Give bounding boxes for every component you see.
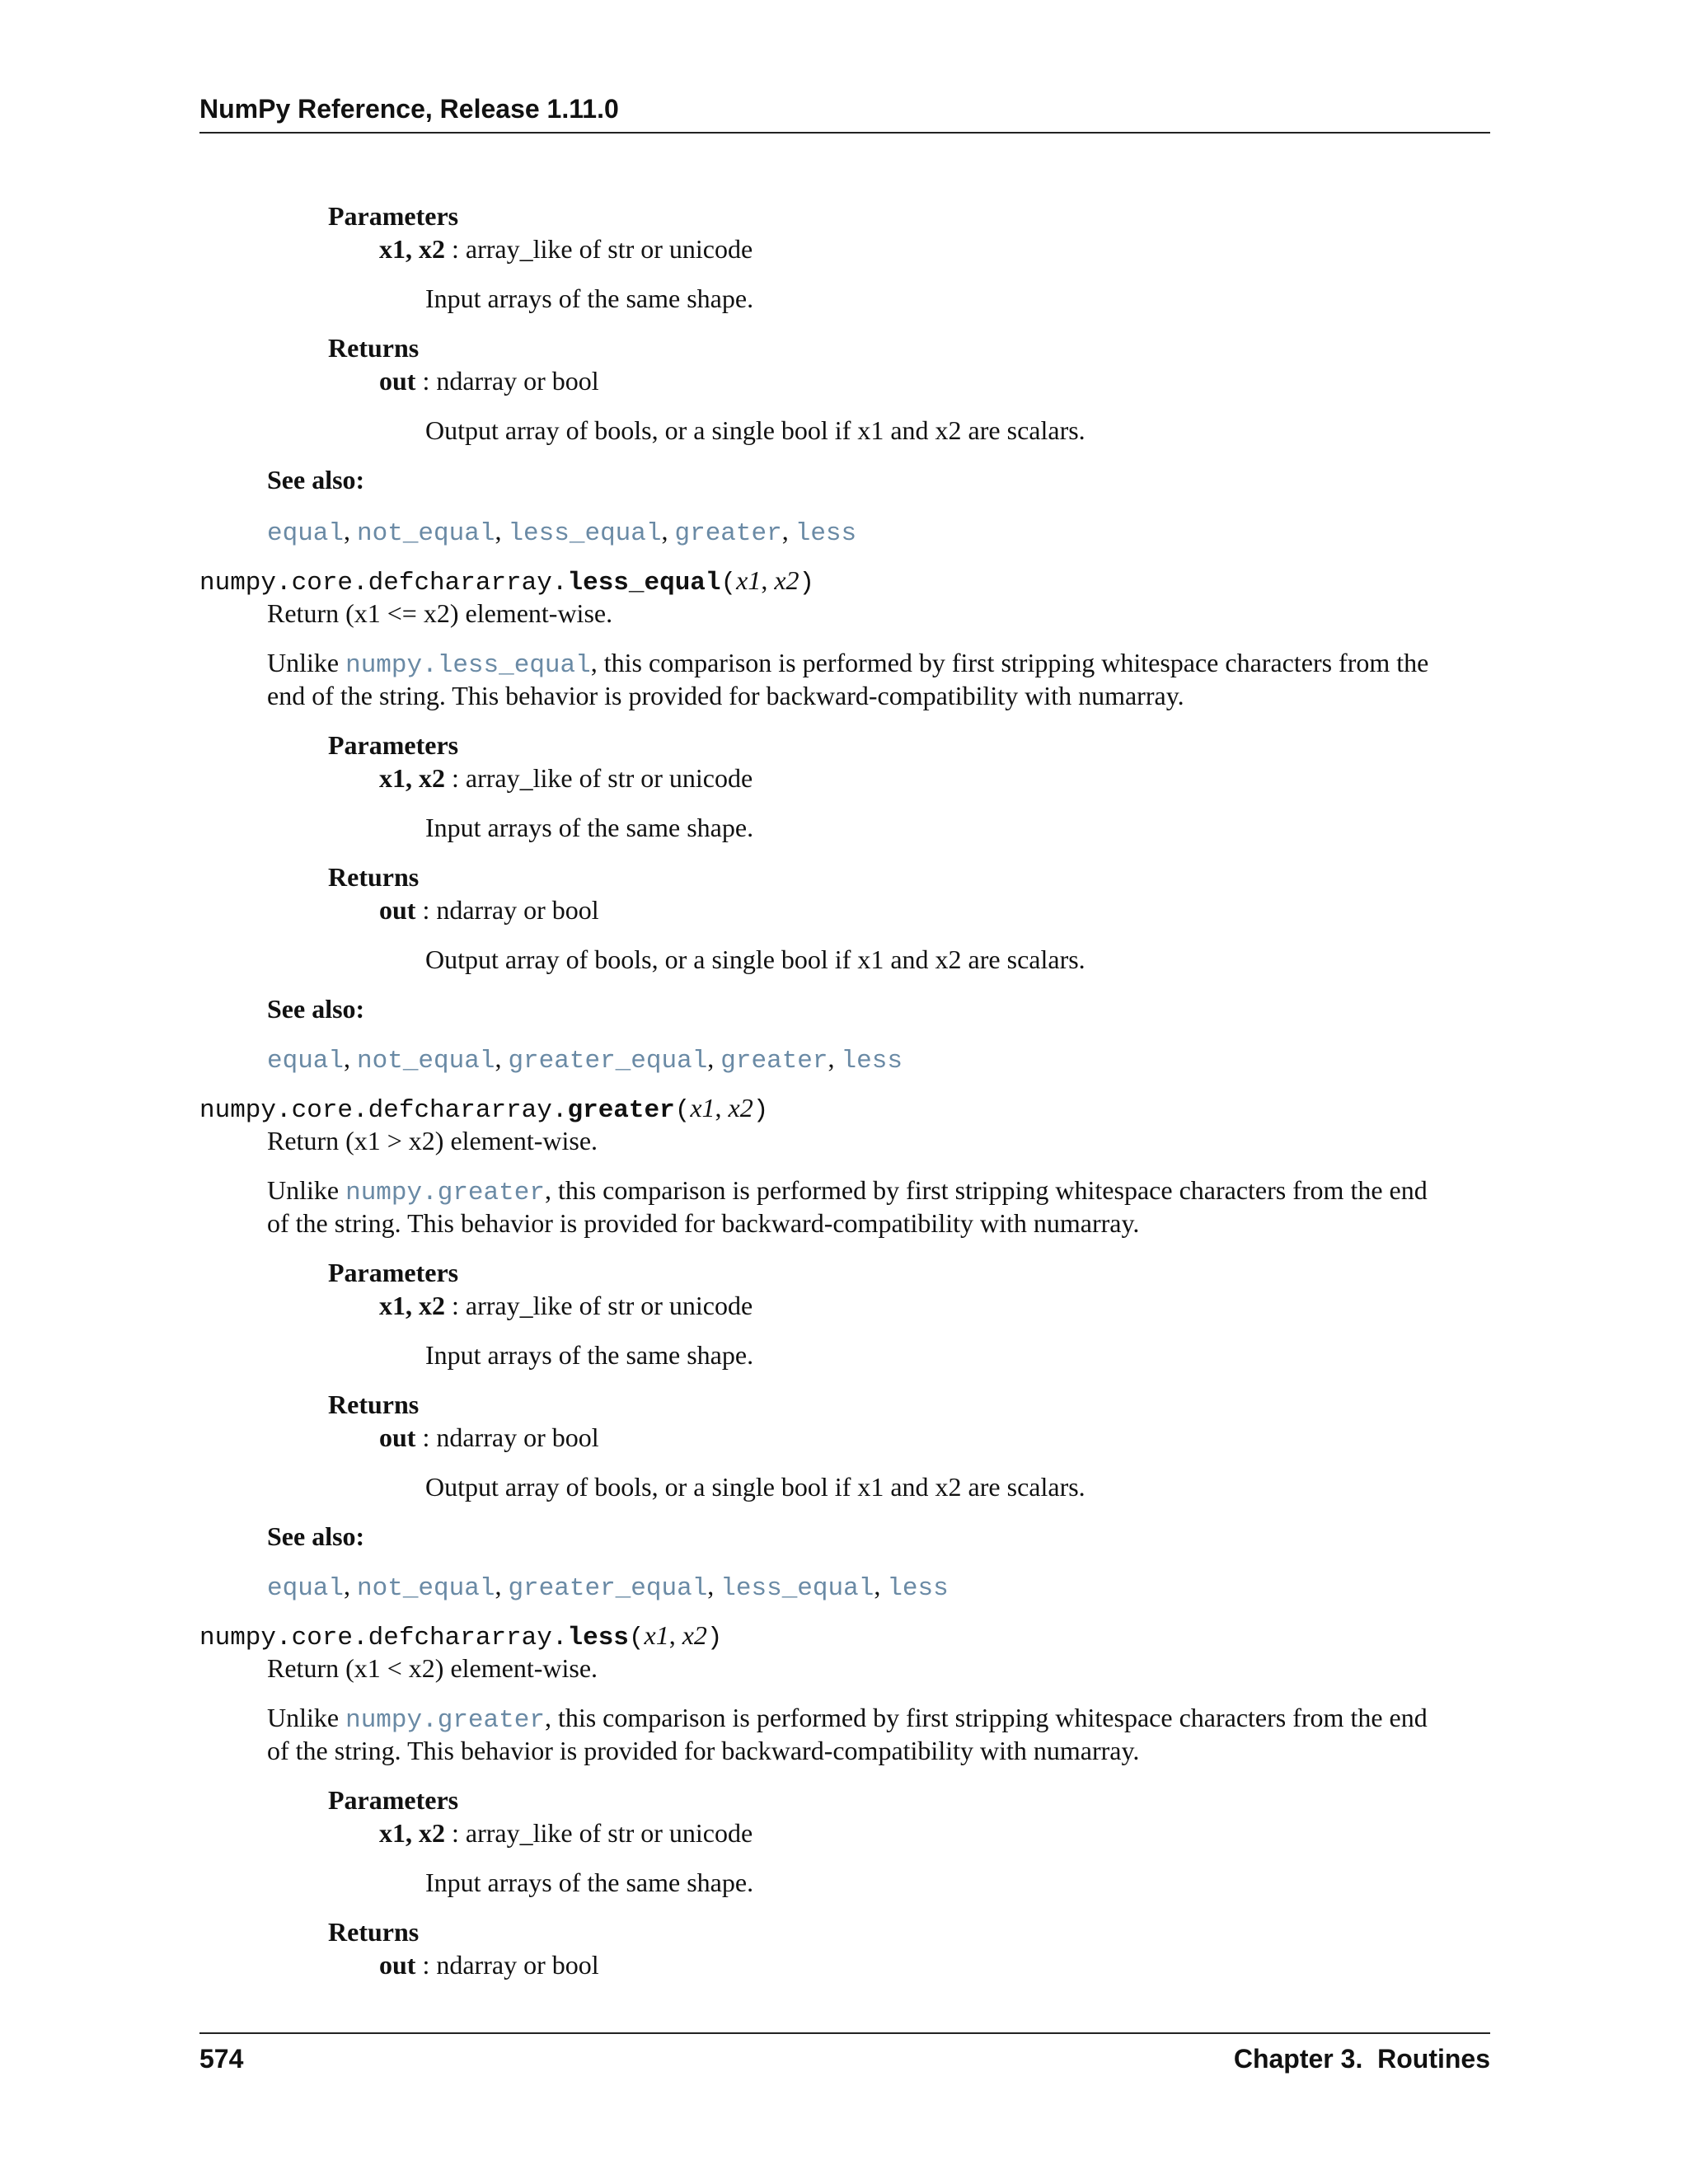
return-entry <box>379 364 599 397</box>
returns-heading: Returns <box>328 333 420 363</box>
return-entry <box>379 893 599 926</box>
description-line <box>267 1174 1428 1210</box>
function-summary: Return (x1 > x2) element-wise. <box>267 1126 598 1155</box>
parameters-heading: Parameters <box>328 1785 459 1815</box>
see-also-link[interactable]: less <box>887 1574 949 1603</box>
desc-text: , this comparison is performed by first stripping whitespace characters from the end <box>544 1175 1428 1205</box>
separator: , <box>874 1571 888 1601</box>
see-also-link[interactable]: greater <box>720 1047 828 1076</box>
paren: ( <box>674 1096 691 1125</box>
function-signature <box>199 1091 768 1127</box>
paren: ( <box>628 1624 645 1652</box>
paren: ) <box>706 1624 723 1652</box>
param-entry <box>379 762 753 794</box>
returns-heading: Returns <box>328 1917 420 1947</box>
desc-text: Unlike <box>267 1175 346 1205</box>
function-name: greater <box>567 1096 675 1125</box>
arg: x1 <box>644 1620 669 1650</box>
see-also-link[interactable]: less_equal <box>508 519 662 548</box>
param-description: Input arrays of the same shape. <box>425 1340 754 1370</box>
see-also-link[interactable]: less_equal <box>720 1574 874 1603</box>
function-summary: Return (x1 <= x2) element-wise. <box>267 598 613 628</box>
function-signature <box>199 1619 723 1655</box>
reference-link[interactable]: numpy.less_equal <box>345 651 591 680</box>
arg: x2 <box>682 1620 707 1650</box>
desc-text: , this comparison is performed by first stripping whitespace characters from the <box>590 648 1429 677</box>
separator: , <box>828 1043 842 1073</box>
param-name: x1, x2 <box>379 1291 445 1320</box>
param-type: : array_like of str or unicode <box>445 1291 753 1320</box>
param-entry <box>379 232 753 265</box>
function-signature <box>199 564 814 600</box>
see-also-heading: See also: <box>267 465 365 494</box>
reference-link[interactable]: numpy.greater <box>345 1706 545 1735</box>
paren: ) <box>753 1096 769 1125</box>
page-number: 574 <box>199 2044 244 2074</box>
page-header <box>199 92 1490 134</box>
separator: , <box>707 1571 721 1601</box>
separator: , <box>344 1571 358 1601</box>
returns-heading: Returns <box>328 862 420 892</box>
chapter-title: Chapter 3. Routines <box>1233 2044 1490 2074</box>
signature-prefix: numpy.core.defchararray. <box>199 569 568 598</box>
param-entry <box>379 1289 753 1322</box>
return-type: : ndarray or bool <box>415 895 599 925</box>
return-name: out <box>379 1422 416 1452</box>
param-name: x1, x2 <box>379 1818 445 1848</box>
function-summary: Return (x1 < x2) element-wise. <box>267 1653 598 1683</box>
separator: , <box>495 1571 509 1601</box>
separator: , <box>715 1093 729 1122</box>
see-also-link[interactable]: equal <box>267 1047 345 1076</box>
signature-prefix: numpy.core.defchararray. <box>199 1096 568 1125</box>
description-line: of the string. This behavior is provided for backward-compatibility with numarray. <box>267 1208 1140 1238</box>
see-also-link[interactable]: not_equal <box>357 1047 495 1076</box>
return-entry <box>379 1948 599 1981</box>
separator: , <box>761 565 775 595</box>
see-also-heading: See also: <box>267 994 365 1024</box>
separator: , <box>344 516 358 546</box>
param-description: Input arrays of the same shape. <box>425 284 754 313</box>
param-description: Input arrays of the same shape. <box>425 1868 754 1897</box>
separator: , <box>707 1043 721 1073</box>
signature-prefix: numpy.core.defchararray. <box>199 1624 568 1652</box>
function-name: less <box>567 1624 629 1652</box>
see-also-link[interactable]: greater_equal <box>508 1047 708 1076</box>
return-name: out <box>379 895 416 925</box>
description-line <box>267 1701 1428 1737</box>
description-line: of the string. This behavior is provided for backward-compatibility with numarray. <box>267 1736 1140 1765</box>
desc-text: Unlike <box>267 1703 346 1732</box>
separator: , <box>495 516 509 546</box>
param-description: Input arrays of the same shape. <box>425 813 754 842</box>
reference-link[interactable]: numpy.greater <box>345 1179 545 1207</box>
see-also-link[interactable]: not_equal <box>357 1574 495 1603</box>
return-description: Output array of bools, or a single bool if x1 and x2 are scalars. <box>425 944 1085 974</box>
arg: x1 <box>690 1093 715 1122</box>
function-name: less_equal <box>567 569 721 598</box>
description-line <box>267 646 1428 682</box>
see-also-link[interactable]: not_equal <box>357 519 495 548</box>
return-entry <box>379 1421 599 1454</box>
param-type: : array_like of str or unicode <box>445 1818 753 1848</box>
paren: ) <box>799 569 815 598</box>
desc-text: , this comparison is performed by first stripping whitespace characters from the end <box>544 1703 1428 1732</box>
separator: , <box>668 1620 682 1650</box>
return-type: : ndarray or bool <box>415 366 599 396</box>
separator: , <box>344 1043 358 1073</box>
see-also-link[interactable]: greater <box>674 519 782 548</box>
separator: , <box>495 1043 509 1073</box>
returns-heading: Returns <box>328 1390 420 1419</box>
return-type: : ndarray or bool <box>415 1422 599 1452</box>
header-title: NumPy Reference, Release 1.11.0 <box>199 94 619 124</box>
see-also-link[interactable]: equal <box>267 519 345 548</box>
description-line: end of the string. This behavior is provided for backward-compatibility with numarray. <box>267 681 1184 710</box>
param-name: x1, x2 <box>379 763 445 793</box>
return-type: : ndarray or bool <box>415 1950 599 1980</box>
see-also-link[interactable]: less <box>841 1047 903 1076</box>
arg: x2 <box>774 565 799 595</box>
param-name: x1, x2 <box>379 234 445 264</box>
separator: , <box>661 516 675 546</box>
desc-text: Unlike <box>267 648 346 677</box>
parameters-heading: Parameters <box>328 201 459 231</box>
param-type: : array_like of str or unicode <box>445 763 753 793</box>
return-name: out <box>379 366 416 396</box>
see-also-link[interactable]: equal <box>267 1574 345 1603</box>
return-name: out <box>379 1950 416 1980</box>
see-also-list <box>267 514 856 551</box>
parameters-heading: Parameters <box>328 730 459 760</box>
param-type: : array_like of str or unicode <box>445 234 753 264</box>
param-entry <box>379 1816 753 1849</box>
separator: , <box>781 516 795 546</box>
page-footer <box>199 2032 1490 2074</box>
paren: ( <box>720 569 737 598</box>
see-also-list <box>267 1042 903 1078</box>
arg: x1 <box>736 565 762 595</box>
see-also-link[interactable]: greater_equal <box>508 1574 708 1603</box>
arg: x2 <box>728 1093 753 1122</box>
see-also-heading: See also: <box>267 1521 365 1551</box>
see-also-list <box>267 1569 949 1605</box>
parameters-heading: Parameters <box>328 1258 459 1287</box>
see-also-link[interactable]: less <box>795 519 857 548</box>
return-description: Output array of bools, or a single bool if x1 and x2 are scalars. <box>425 415 1085 445</box>
return-description: Output array of bools, or a single bool if x1 and x2 are scalars. <box>425 1472 1085 1502</box>
